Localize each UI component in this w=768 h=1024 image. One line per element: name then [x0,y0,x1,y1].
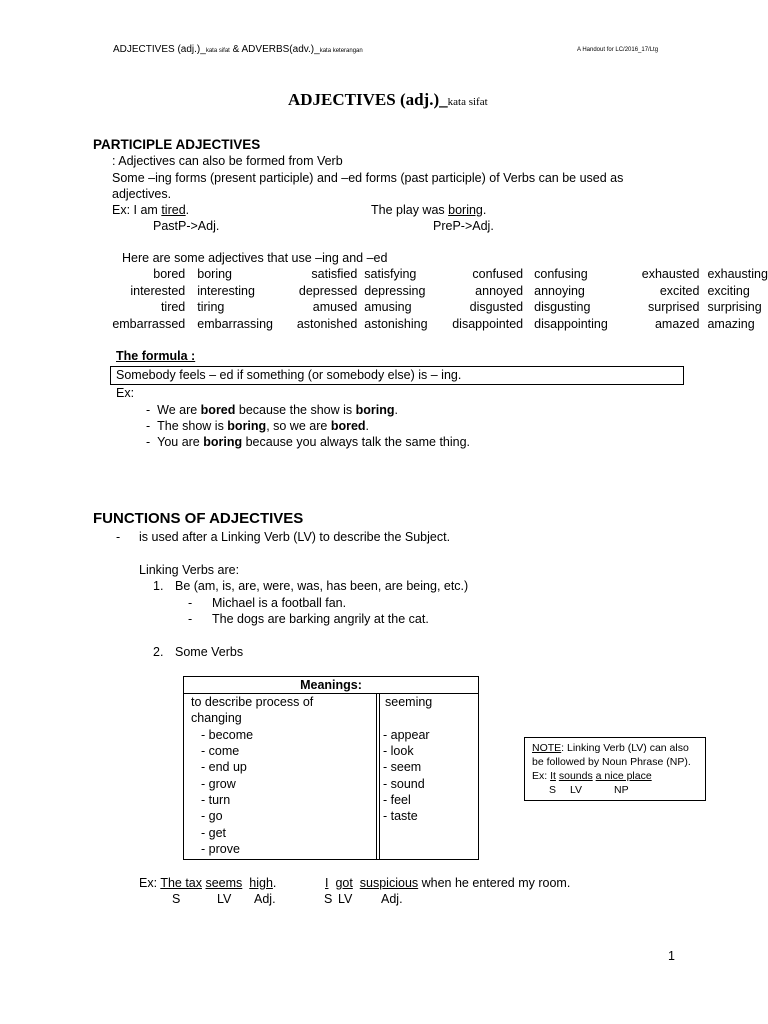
page-title: ADJECTIVES (adj.)_kata sifat [288,90,488,109]
linking-verb-some-verbs: Some Verbs [175,645,244,659]
participle-line-3: adjectives. [112,187,172,201]
list-item: - look [383,744,414,758]
note-label-np: NP [614,784,629,796]
functions-line-1: is used after a Linking Verb (LV) to describe the Subject. [139,530,451,544]
label-adj-2: Adj. [381,892,403,906]
label-adj: Adj. [254,892,276,906]
bullet-dash: - [188,612,193,626]
list-item: - We are bored because the show is boring. [146,403,398,417]
meanings-header: Meanings: [184,677,478,694]
section-heading-functions: FUNCTIONS OF ADJECTIVES [93,510,304,527]
list-item: - You are boring because you always talk the same thing. [146,435,471,449]
label-lv-2: LV [338,892,353,906]
example-michael: Michael is a football fan. [212,596,347,610]
table-row: interested interesting depressed depressing annoyed annoying excited exciting [130,283,750,298]
list-item: - go [201,809,223,823]
list-item: - grow [201,777,236,791]
bullet-dash: - [188,596,193,610]
list-item: - become [201,728,254,742]
list-item: - prove [201,842,240,856]
header-title-2: & ADVERBS(adv.)_ [232,44,320,55]
example-tired-note: PastP->Adj. [153,219,220,233]
list-item: - seem [383,760,422,774]
header-gloss-2: kata keterangan [319,48,363,54]
table-row: tired tiring amused amusing disgusted disgusting surprised surprising [160,300,762,314]
example-boring-note: PreP->Adj. [433,219,494,233]
label-s: S [172,892,181,906]
running-header-right: A Handout for LC/2016_17/Ltg [577,47,659,53]
list-item: - The show is boring, so we are bored. [146,419,370,433]
bullet-dash: - [116,530,121,544]
list-item: - get [201,826,227,840]
formula-box [110,366,684,385]
formula-label: The formula : [116,349,196,363]
linking-verbs-label: Linking Verbs are: [139,563,240,577]
note-line-1: NOTE: Linking Verb (LV) can also [532,742,689,754]
note-box [524,737,706,801]
formula-text: Somebody feels – ed if something (or somebody else) is – ing. [116,368,462,382]
note-label-s: S [549,784,557,796]
list-item: - sound [383,777,425,791]
table-row: embarrassed embarrassing astonished astonishing disappointed disappointing amazed amazing [112,316,755,331]
adjective-list-intro: Here are some adjectives that use –ing and –ed [122,251,388,265]
participle-line-2: Some –ing forms (present participle) and –ed forms (past participle) of Verbs can be used as [112,171,624,185]
meanings-table [183,676,479,860]
example-boring: The play was boring. [371,203,487,217]
running-header-left [113,44,363,55]
meanings-column-divider [379,694,381,859]
list-item: - taste [383,809,418,823]
header-gloss-1: kata sifat [205,48,230,54]
example-tired: Ex: I am tired. [112,203,190,217]
note-line-2: be followed by Noun Phrase (NP). [532,756,691,768]
label-lv: LV [217,892,232,906]
page-number: 1 [668,949,675,963]
list-item: - end up [201,760,247,774]
example-dogs: The dogs are barking angrily at the cat. [212,612,429,626]
bottom-example-1: Ex: The tax seems high. [139,876,277,890]
note-line-3: Ex: It sounds a nice place [532,770,652,782]
bottom-example-2: I got suspicious when he entered my room. [325,876,571,890]
item-number-2: 2. [153,645,164,659]
column-header-changing-1: to describe process of [191,695,314,709]
label-s-2: S [324,892,333,906]
column-header-seeming: seeming [385,695,433,709]
section-heading-participle: PARTICIPLE ADJECTIVES [93,137,261,152]
list-item: - come [201,744,240,758]
header-title: ADJECTIVES (adj.)_ [113,44,206,55]
list-item: - appear [383,728,430,742]
participle-line-1: : Adjectives can also be formed from Verb [112,154,343,168]
adjective-list-table [108,266,768,332]
column-header-changing-2: changing [191,711,242,725]
list-item: - feel [383,793,411,807]
table-row: bored boring satisfied satisfying confused confusing exhausted exhausting [153,267,768,281]
item-number-1: 1. [153,579,164,593]
list-item: - turn [201,793,231,807]
note-label-lv: LV [570,784,583,796]
linking-verb-be: Be (am, is, are, were, was, has been, are being, etc.) [175,579,469,593]
formula-ex-label: Ex: [116,386,135,400]
